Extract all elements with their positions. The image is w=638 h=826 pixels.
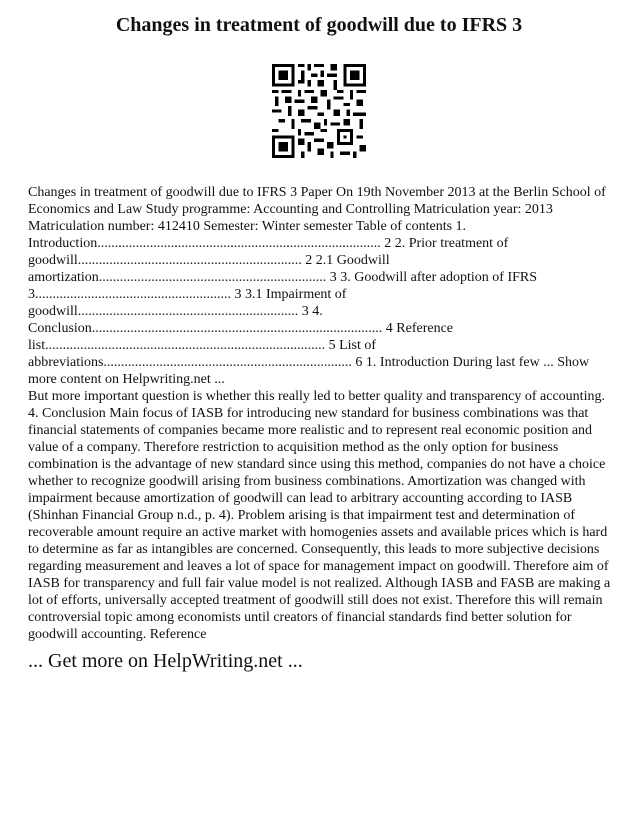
- paragraph-excerpt: But more important question is whether this really led to better quality and transparency of accounting. 4. Conclusion Main focus of IASB for introducing new standard for business combinations was that financial statements of companies became more realistic and to represent real economic position and value of a company. Therefore restriction to acquisition method as the only option for business combination is the advantage of new standard since using this method, companies do not have a choice whether to recognize goodwill arising from business combinations. Amortization was changed with impairment because amortization of goodwill can lead to arbitrary accounting according to IASB (Shinhan Financial Group n.d., p. 4). Problem arising is that impairment test and determination of recoverable amount require an active market with homogenies assets and available prices which is hard to determine as far as intangibles are concerned. Consequently, this leads to more subjective decisions regarding measurement and leaves a lot of space for management impact on goodwill. Therefore aim of IASB for transparency and full fair value model is not realized. Although IASB and FASB are making a lot of efforts, universally accepted treatment of goodwill still does not exist. Therefore this will remain controversial topic among economists until creators of financial standards find better solution for goodwill accounting. Reference: [28, 389, 611, 642]
- get-more-link[interactable]: ... Get more on HelpWriting.net ...: [28, 650, 303, 672]
- document-body: [28, 184, 614, 643]
- qr-code-icon[interactable]: [272, 64, 366, 158]
- document-title: Changes in treatment of goodwill due to IFRS 3: [115, 14, 523, 36]
- paragraph-intro: Changes in treatment of goodwill due to IFRS 3 Paper On 19th November 2013 at the Berlin School of Economics and Law Study programme: Accounting and Controlling Matriculation year: 2013 Matriculation number: 412410 Semester: Winter semester Table of contents 1. Introduction................................................................................. 2 2. Prior treatment of goodwill................................................................ 2 2.1 Goodwill amortization................................................................. 3 3. Goodwill after adoption of IFRS 3........................................................ 3 3.1 Impairment of goodwill............................................................... 3 4. Conclusion................................................................................... 4 Reference list................................................................................ 5 List of abbreviations....................................................................... 6 1. Introduction During last few ... Show more content on Helpwriting.net ...: [28, 185, 606, 387]
